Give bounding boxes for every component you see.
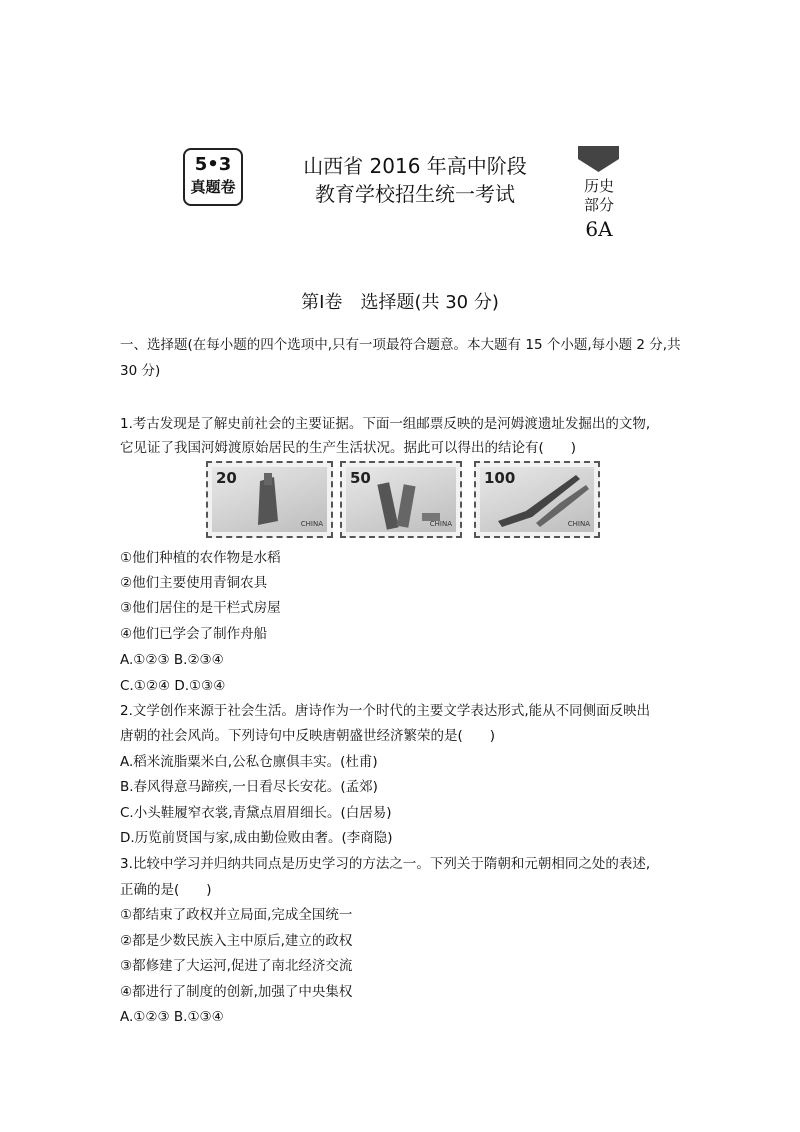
q3-stem-line2: 正确的是( )	[120, 882, 212, 898]
q3-stem-line1: 3.比较中学习并归纳共同点是历史学习的方法之一。下列关于隋朝和元朝相同之处的表述,	[120, 856, 651, 872]
q2-stem-line1: 2.文学创作来源于社会生活。唐诗作为一个时代的主要文学表达形式,能从不同侧面反映出	[120, 703, 651, 719]
exam-title	[290, 152, 540, 208]
subject-line2: 部分	[583, 196, 614, 214]
q2-option-d: D.历览前贤国与家,成由勤俭败由奢。(李商隐)	[120, 830, 393, 846]
subject-line1: 历史	[583, 177, 614, 195]
q1-options-ab: A.①②③ B.②③④	[120, 652, 224, 668]
q2-stem-line2: 唐朝的社会风尚。下列诗句中反映唐朝盛世经济繁荣的是( )	[120, 728, 496, 744]
q1-item-1: ①他们种植的农作物是水稻	[120, 550, 281, 566]
logo-text: 真题卷	[190, 178, 236, 196]
stamp-value: 20	[216, 469, 237, 487]
subject-label	[570, 177, 628, 215]
q3-options-ab: A.①②③ B.①③④	[120, 1009, 224, 1025]
stamp-wooden-oar	[474, 461, 600, 538]
stamp-country: CHINA	[429, 520, 452, 528]
q3-item-2: ②都是少数民族入主中原后,建立的政权	[120, 933, 353, 949]
q1-item-3: ③他们居住的是干栏式房屋	[120, 600, 281, 616]
instructions-line1: 一、选择题(在每小题的四个选项中,只有一项最符合题意。本大题有 15 个小题,每小题 2 分,共	[120, 337, 681, 353]
q1-item-4: ④他们已学会了制作舟船	[120, 626, 268, 642]
q2-option-a: A.稻米流脂粟米白,公私仓廪俱丰实。(杜甫)	[120, 754, 378, 770]
q3-item-3: ③都修建了大运河,促进了南北经济交流	[120, 958, 353, 974]
stamp-country: CHINA	[567, 520, 590, 528]
q3-item-4: ④都进行了制度的创新,加强了中央集权	[120, 984, 353, 1000]
stamp-value: 100	[484, 469, 516, 487]
section-title: 第Ⅰ卷 选择题(共 30 分)	[301, 292, 499, 313]
book-logo	[183, 148, 243, 206]
q2-option-c: C.小头鞋履窄衣裳,青黛点眉眉细长。(白居易)	[120, 805, 392, 821]
q1-stem-line1: 1.考古发现是了解史前社会的主要证据。下面一组邮票反映的是河姆渡遗址发掘出的文物,	[120, 416, 651, 432]
instructions-line2: 30 分)	[120, 363, 161, 379]
exam-title-line1: 山西省 2016 年高中阶段	[303, 154, 527, 178]
q2-option-b: B.春风得意马蹄疾,一日看尽长安花。(孟郊)	[120, 779, 378, 795]
stamp-value: 50	[350, 469, 371, 487]
q3-item-1: ①都结束了政权并立局面,完成全国统一	[120, 907, 353, 923]
bookmark-tab-icon	[578, 146, 619, 172]
q1-item-2: ②他们主要使用青铜农具	[120, 575, 268, 591]
logo-number: 5•3	[194, 154, 232, 175]
stamp-wooden-structure	[340, 461, 462, 538]
q1-options-cd: C.①②④ D.①③④	[120, 678, 226, 694]
exam-title-line2: 教育学校招生统一考试	[315, 182, 515, 206]
stamp-country: CHINA	[300, 520, 323, 528]
stamp-bone-spade	[206, 461, 333, 538]
paper-code: 6A	[585, 217, 613, 241]
q1-stem-line2: 它见证了我国河姆渡原始居民的生产生活状况。据此可以得出的结论有( )	[120, 440, 577, 456]
